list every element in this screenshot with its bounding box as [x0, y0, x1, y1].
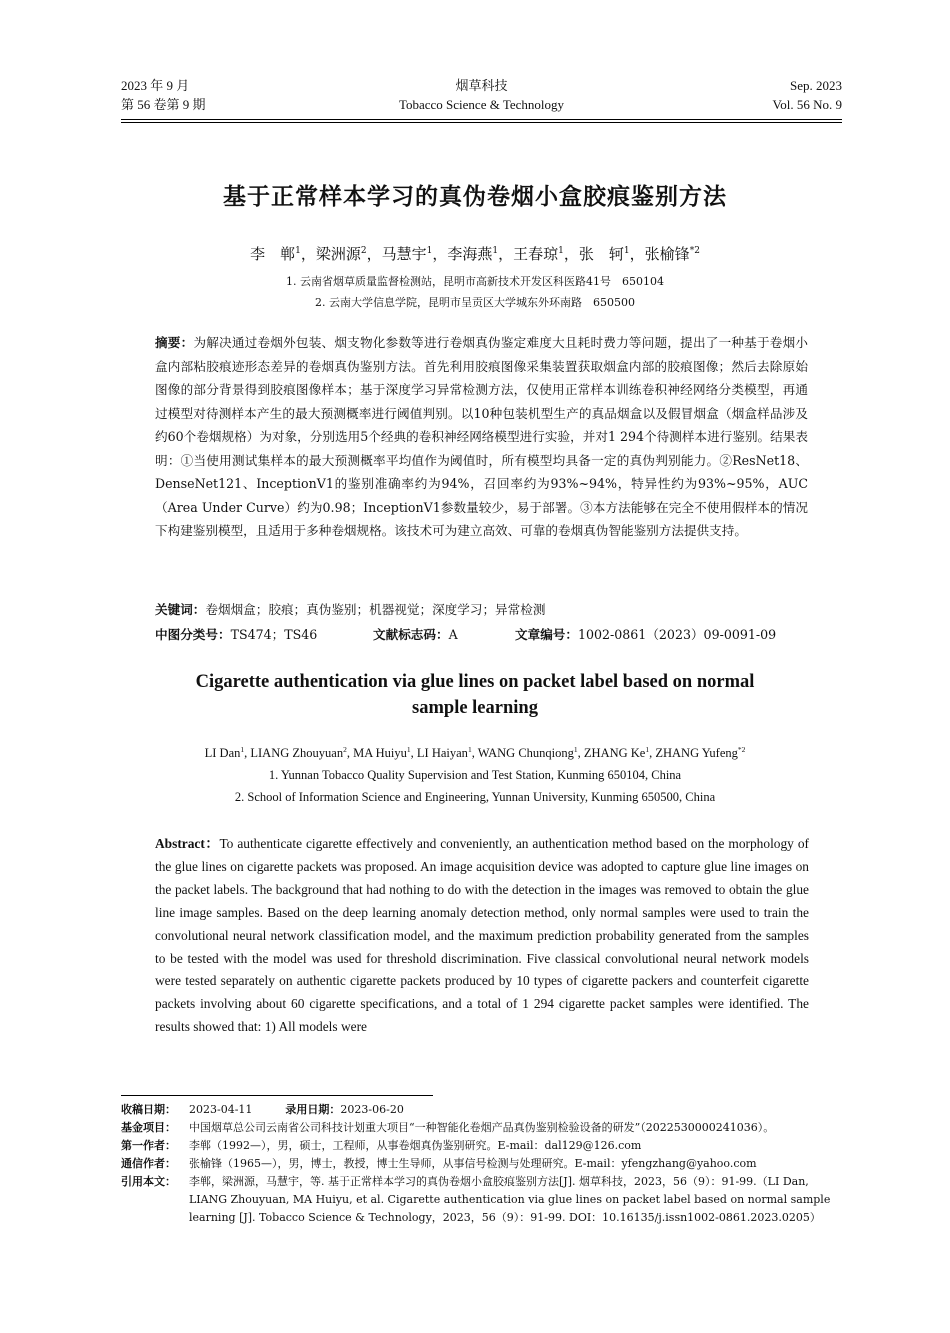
paper-title-cn: 基于正常样本学习的真伪卷烟小盒胶痕鉴别方法	[223, 184, 727, 210]
author-list-en: LI Dan$^1$, LIANG Zhouyuan$^2$, MA Huiyu$^1$, LI Haiyan$^1$, WANG Chunqiong$^1$, ZHANG Ke$^1$, ZHANG Yufeng$^{*2}$	[204, 744, 746, 760]
corresponding-label: 通信作者：	[121, 1157, 176, 1170]
article-number: 文章编号：1002-0861（2023）09-0091-09	[515, 627, 777, 642]
author-cn: 马慧宇$^1$	[381, 245, 433, 263]
footnote-corresponding-author	[121, 1155, 846, 1173]
footnote-first-author	[121, 1137, 846, 1155]
received-label: 收稿日期：	[121, 1103, 176, 1116]
abstract-cn-text: 为解决通过卷烟外包装、烟支物化参数等进行卷烟真伪鉴定难度大且耗时费力等问题，提出了一种基于卷烟小盒内部粘胶痕迹形态差异的卷烟真伪鉴别方法。首先利用胶痕图像采集装置获取烟盒内部的胶痕图像；然后去除原始图像的部分背景得到胶痕图像样本；基于深度学习异常检测方法，仅使用正常样本训练卷积神经网络分类模型，再通过模型对待测样本产生的最大预测概率进行阈值判别。以10种包装机型生产的真品烟盒以及假冒烟盒（烟盒样品涉及约60个卷烟规格）为对象，分别选用5个经典的卷积神经网络模型进行实验，并对1 294个待测样本进行鉴别。结果表明：①当使用测试集样本的最大预测概率平均值作为阈值时，所有模型均具备一定的真伪判别能力。②ResNet18、DenseNet121、InceptionV1的鉴别准确率约为94%，召回率约为93%~94%，特异性约为93%~95%，AUC（Area Under Curve）约为0.98；InceptionV1参数量较少，易于部署。③本方法能够在完全不使用假样本的情况下构建鉴别模型，且适用于多种卷烟规格。该技术可为建立高效、可靠的卷烟真伪智能鉴别方法提供支持。	[155, 335, 809, 538]
author-cn: 梁洲源$^2$	[315, 245, 367, 263]
author-en: ZHANG Ke$^1$	[583, 744, 650, 760]
received-date: 2023-04-11	[189, 1103, 253, 1116]
footnote-fund	[121, 1119, 846, 1137]
header-date-cn: 2023 年 9 月	[121, 78, 190, 93]
journal-name-cn: 烟草科技	[455, 78, 508, 93]
header-volume-cn: 第 56 卷第 9 期	[121, 97, 206, 112]
affiliation-cn-1: 1. 云南省烟草质量监督检测站，昆明市高新技术开发区科医路41号 650104	[286, 275, 664, 288]
author-en: ZHANG Yufeng$^{*2}$	[655, 744, 746, 760]
fund-label: 基金项目：	[121, 1121, 176, 1134]
cite-label: 引用本文：	[121, 1175, 176, 1188]
affiliation-en-2: 2. School of Information Science and Engineering, Yunnan University, Kunming 650500, China	[234, 790, 716, 804]
author-en: LI Dan$^1$	[204, 744, 245, 760]
document-code: 文献标志码：A	[373, 627, 458, 642]
header-date-en: Sep. 2023	[790, 78, 842, 93]
abstract-en-text: To authenticate cigarette effectively and conveniently, an authentication method based on the morphology of the glue lines on cigarette packets was proposed. An image acquisition device was adopted to capture glue line images on the packet labels. The background that had nothing to do with the detection in the images was removed to obtain the glue line image samples. Based on the deep learning anomaly detection method, only normal samples were used to train the convolutional neural network classification model, and the maximum prediction probability generated from the samples to be tested with the model was used for threshold discrimination. Five classical convolutional neural network models were tested separately on authentic cigarette packets produced by 10 types of cigarette packers and counterfeit cigarette packets involving about 60 cigarette specifications, and a total of 1 294 cigarette packet samples were identified. The results showed that: 1) All models were	[155, 836, 809, 1035]
author-cn: 王春琼$^1$	[513, 245, 564, 263]
abstract-en-label: Abstract：	[155, 836, 220, 851]
first-author-text: 李郸（1992—），男，硕士，工程师，从事卷烟真伪鉴别研究。E-mail：dal129@126.com	[189, 1139, 642, 1152]
footnote-rule	[121, 1095, 433, 1096]
accepted-date: 2023-06-20	[340, 1103, 404, 1116]
affiliation-en-1: 1. Yunnan Tobacco Quality Supervision and Test Station, Kunming 650104, China	[268, 768, 682, 782]
author-cn: 张榆锋$^{*2}$	[644, 245, 700, 263]
author-cn: 李海燕$^1$	[447, 245, 499, 263]
abstract-en	[155, 833, 809, 1039]
abstract-cn	[155, 331, 808, 543]
header-right	[773, 76, 842, 114]
footnote-dates	[121, 1101, 846, 1119]
keywords-cn	[155, 599, 808, 618]
keywords-cn-text: 卷烟烟盒；胶痕；真伪鉴别；机器视觉；深度学习；异常检测	[205, 602, 546, 617]
header-rule	[121, 119, 842, 123]
first-author-label: 第一作者：	[121, 1139, 176, 1152]
header-volume-en: Vol. 56 No. 9	[772, 97, 842, 112]
corresponding-text: 张榆锋（1965—），男，博士，教授，博士生导师，从事信号检测与处理研究。E-mail：yfengzhang@yahoo.com	[189, 1157, 757, 1170]
keywords-cn-label: 关键词：	[155, 602, 206, 617]
author-cn: 张 轲$^1$	[578, 245, 630, 263]
author-en: LI Haiyan$^1$	[416, 744, 472, 760]
accepted-label: 录用日期：	[285, 1103, 341, 1116]
author-cn: 李 郸$^1$	[250, 245, 301, 263]
author-en: LIANG Zhouyuan$^2$	[250, 744, 347, 760]
abstract-cn-label: 摘要：	[155, 335, 194, 350]
fund-text: 中国烟草总公司云南省公司科技计划重大项目“一种智能化卷烟产品真伪鉴别检验设备的研发”（2022530000241036）。	[189, 1121, 775, 1134]
header-center	[121, 76, 842, 114]
footnote-citation	[121, 1173, 846, 1227]
affiliation-cn-2: 2. 云南大学信息学院，昆明市呈贡区大学城东外环南路 650500	[315, 296, 635, 309]
cite-text: 李郸，梁洲源，马慧宇，等. 基于正常样本学习的真伪卷烟小盒胶痕鉴别方法[J]. 烟草科技，2023，56（9）：91-99.（LI Dan, LIANG Zhouyuan, MA Huiyu, et al. Cigarette authentication via glue lines on packet label based on normal sample learning [J]. Tobacco Science & Technology，2023，56（9）：91-99. DOI：10.16135/j.issn1002-0861.2023.0205）	[189, 1175, 831, 1224]
paper-title-en: Cigarette authentication via glue lines on packet label based on normal sample learning	[195, 672, 755, 718]
author-list-cn: 李 郸$^1$，梁洲源$^2$，马慧宇$^1$，李海燕$^1$，王春琼$^1$，张 轲$^1$，张榆锋$^{*2}$	[250, 245, 700, 263]
clc-number: 中图分类号：TS474；TS46	[155, 627, 318, 642]
running-header	[121, 76, 842, 118]
author-en: WANG Chunqiong$^1$	[477, 744, 578, 760]
author-en: MA Huiyu$^1$	[353, 744, 411, 760]
journal-name-en: Tobacco Science & Technology	[398, 97, 565, 112]
